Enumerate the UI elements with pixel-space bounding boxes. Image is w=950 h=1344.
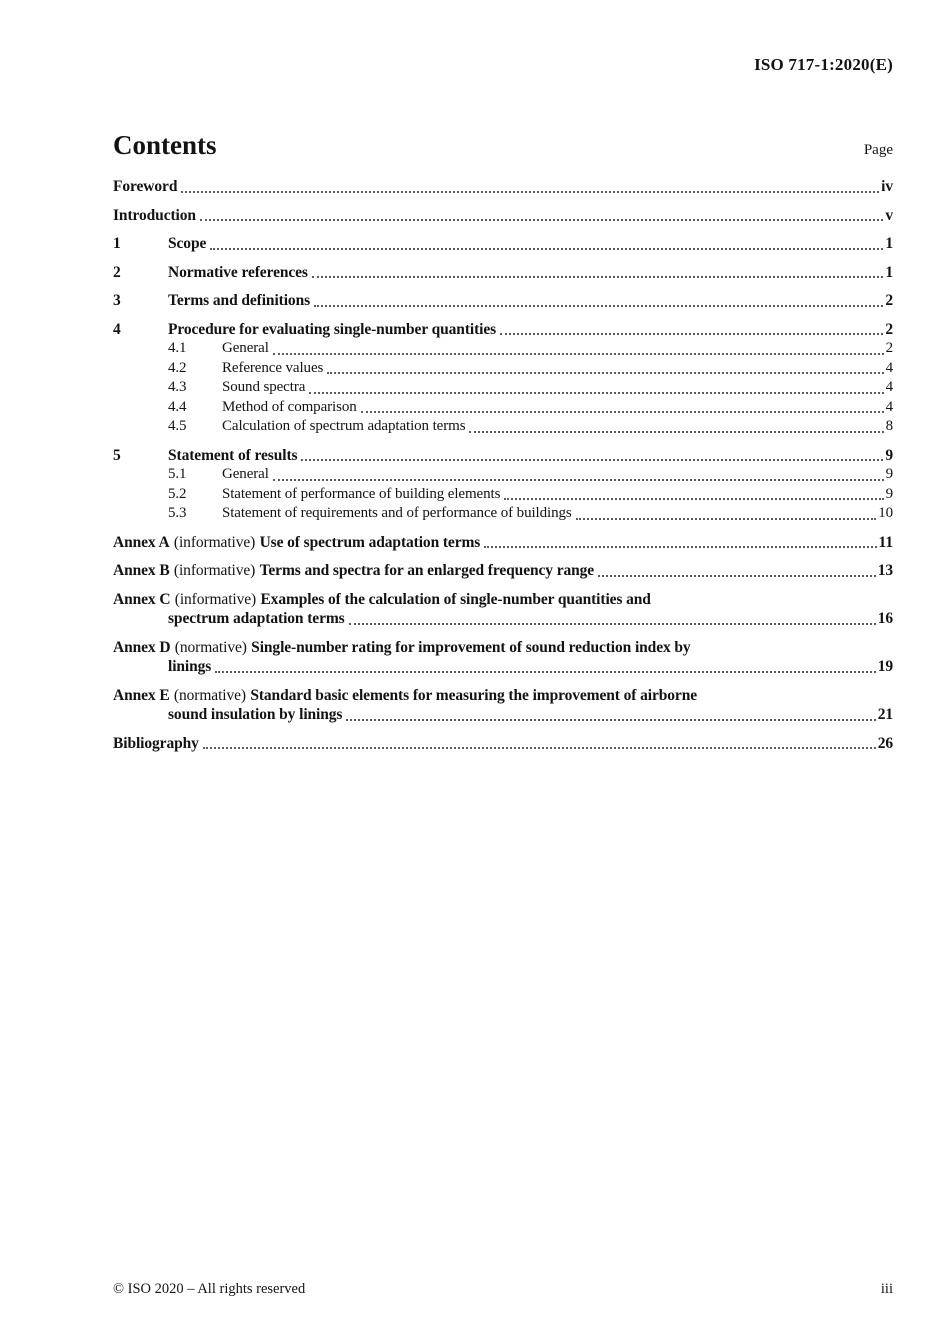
toc-entry-continuation[interactable] bbox=[168, 705, 893, 725]
toc-entry-number: 3 bbox=[113, 292, 121, 309]
dot-leader bbox=[576, 518, 877, 520]
annex-kind-label: (informative) bbox=[173, 533, 256, 551]
toc-entry[interactable] bbox=[168, 504, 893, 524]
toc-page-number: 8 bbox=[885, 418, 893, 434]
toc-entry-label: General bbox=[222, 466, 269, 482]
annex-label: Annex B bbox=[113, 562, 170, 579]
page-footer bbox=[113, 1280, 893, 1298]
toc-entry-label: Foreword bbox=[113, 178, 178, 195]
toc-entry-label: Bibliography bbox=[113, 734, 199, 752]
toc-entry-label: Procedure for evaluating single-number quantities bbox=[168, 320, 497, 338]
toc-entry-number: 1 bbox=[113, 235, 121, 252]
toc-page-number: 4 bbox=[885, 359, 893, 376]
toc-entry-label: linings bbox=[168, 658, 212, 675]
toc-page-number: 9 bbox=[885, 466, 893, 482]
toc-page-number: 4 bbox=[885, 398, 893, 415]
toc-entry-label: General bbox=[222, 340, 269, 356]
toc-entry-label: Method of comparison bbox=[222, 398, 357, 415]
toc-page-number: 10 bbox=[878, 505, 893, 521]
dot-leader bbox=[215, 671, 875, 673]
toc-entry-label: Statement of requirements and of performance of buildings bbox=[222, 505, 572, 521]
dot-leader bbox=[273, 479, 884, 481]
toc-entry[interactable] bbox=[113, 446, 893, 466]
toc-page-number: 26 bbox=[877, 734, 893, 752]
toc-page-number: 19 bbox=[877, 658, 893, 675]
toc-entry-label: Terms and spectra for an enlarged frequency range bbox=[259, 562, 595, 579]
dot-leader bbox=[200, 219, 883, 221]
toc-page-number: 2 bbox=[885, 340, 893, 356]
annex-label: Annex D bbox=[113, 638, 171, 656]
toc-page-number: 1 bbox=[885, 263, 893, 281]
dot-leader bbox=[181, 191, 879, 193]
dot-leader bbox=[312, 276, 883, 278]
toc-entry[interactable] bbox=[113, 320, 893, 340]
toc-page-number: v bbox=[885, 206, 893, 224]
toc-entry-number: 4.4 bbox=[168, 398, 187, 415]
toc-page-number: 1 bbox=[885, 235, 893, 252]
toc-page-number: 2 bbox=[885, 320, 893, 338]
folio-page-number: iii bbox=[880, 1281, 893, 1297]
dot-leader bbox=[361, 411, 884, 413]
toc-page-number: 21 bbox=[877, 706, 893, 723]
toc-entry-number: 4.3 bbox=[168, 379, 187, 395]
toc-entry-label: sound insulation by linings bbox=[168, 706, 343, 723]
toc-entry-number: 4.2 bbox=[168, 359, 187, 376]
toc-entry[interactable] bbox=[113, 561, 893, 581]
copyright-notice: © ISO 2020 – All rights reserved bbox=[113, 1281, 306, 1297]
toc-entry[interactable] bbox=[168, 339, 893, 359]
toc-entry-label: spectrum adaptation terms bbox=[168, 610, 345, 627]
toc-entry-label: Standard basic elements for measuring the improvement of airborne bbox=[250, 686, 698, 704]
dot-leader bbox=[273, 353, 884, 355]
toc-entry[interactable] bbox=[113, 734, 893, 754]
toc-entry[interactable] bbox=[113, 263, 893, 283]
toc-entry-continuation[interactable] bbox=[168, 609, 893, 629]
toc-entry[interactable] bbox=[113, 590, 893, 610]
toc-entry-continuation[interactable] bbox=[168, 657, 893, 677]
toc-entry-number: 2 bbox=[113, 263, 121, 281]
dot-leader bbox=[301, 459, 883, 461]
toc-entry-label: Sound spectra bbox=[222, 379, 306, 395]
annex-kind-label: (informative) bbox=[173, 562, 256, 579]
toc-list bbox=[113, 177, 893, 753]
toc-entry[interactable] bbox=[113, 234, 893, 254]
toc-entry-label: Normative references bbox=[168, 263, 308, 281]
toc-page-number: 11 bbox=[878, 533, 893, 551]
dot-leader bbox=[314, 305, 883, 307]
dot-leader bbox=[349, 623, 876, 625]
toc-page-number: 9 bbox=[885, 485, 893, 502]
toc-entry[interactable] bbox=[113, 686, 893, 706]
toc-entry[interactable] bbox=[113, 177, 893, 197]
toc-entry[interactable] bbox=[168, 417, 893, 437]
dot-leader bbox=[469, 431, 883, 433]
toc-entry-number: 4.1 bbox=[168, 340, 187, 356]
dot-leader bbox=[484, 546, 876, 548]
annex-kind-label: (informative) bbox=[174, 590, 257, 608]
contents-heading: Contents bbox=[113, 130, 217, 160]
toc-page-number: 13 bbox=[877, 562, 893, 579]
toc-entry-label: Statement of performance of building elements bbox=[222, 485, 501, 502]
page-column-label: Page bbox=[863, 142, 893, 158]
toc-entry[interactable] bbox=[113, 638, 893, 658]
dot-leader bbox=[210, 248, 883, 250]
toc-entry[interactable] bbox=[168, 359, 893, 379]
dot-leader bbox=[203, 747, 876, 749]
toc-entry[interactable] bbox=[168, 398, 893, 418]
toc-entry-label: Introduction bbox=[113, 206, 196, 224]
annex-label: Annex C bbox=[113, 590, 171, 608]
dot-leader bbox=[500, 333, 883, 335]
toc-page-number: 4 bbox=[885, 379, 893, 395]
dot-leader bbox=[346, 719, 875, 721]
toc-entry-number: 4 bbox=[113, 320, 121, 338]
toc-entry-label: Terms and definitions bbox=[168, 292, 311, 309]
document-reference: ISO 717-1:2020(E) bbox=[754, 55, 893, 74]
toc-entry[interactable] bbox=[113, 291, 893, 311]
toc-entry[interactable] bbox=[168, 465, 893, 485]
toc-entry[interactable] bbox=[113, 206, 893, 226]
toc-entry-label: Examples of the calculation of single-number quantities and bbox=[260, 590, 651, 608]
toc-entry-label: Use of spectrum adaptation terms bbox=[259, 533, 481, 551]
contents-title-row bbox=[113, 131, 893, 159]
annex-label: Annex A bbox=[113, 533, 170, 551]
toc-entry[interactable] bbox=[168, 378, 893, 398]
toc-entry-number: 4.5 bbox=[168, 418, 187, 434]
toc-entry-number: 5 bbox=[113, 446, 121, 464]
toc-entry-label: Reference values bbox=[222, 359, 324, 376]
toc-entry-label: Calculation of spectrum adaptation terms bbox=[222, 418, 466, 434]
toc-page-number: 9 bbox=[885, 446, 893, 464]
toc-entry-label: Single-number rating for improvement of sound reduction index by bbox=[251, 638, 691, 656]
dot-leader bbox=[327, 372, 883, 374]
toc-entry-label: Scope bbox=[168, 235, 207, 252]
annex-kind-label: (normative) bbox=[173, 686, 246, 704]
toc-entry-number: 5.1 bbox=[168, 466, 187, 482]
dot-leader bbox=[598, 575, 876, 577]
toc-page-number: iv bbox=[881, 178, 893, 195]
toc-entry-number: 5.3 bbox=[168, 505, 187, 521]
dot-leader bbox=[504, 498, 883, 500]
toc-page-number: 2 bbox=[885, 292, 893, 309]
annex-kind-label: (normative) bbox=[174, 638, 247, 656]
toc-entry-label: Statement of results bbox=[168, 446, 298, 464]
toc-entry[interactable] bbox=[113, 533, 893, 553]
toc-entry[interactable] bbox=[168, 485, 893, 505]
toc-page-number: 16 bbox=[877, 610, 893, 627]
annex-label: Annex E bbox=[113, 686, 170, 704]
toc-entry-number: 5.2 bbox=[168, 485, 187, 502]
dot-leader bbox=[309, 392, 883, 394]
